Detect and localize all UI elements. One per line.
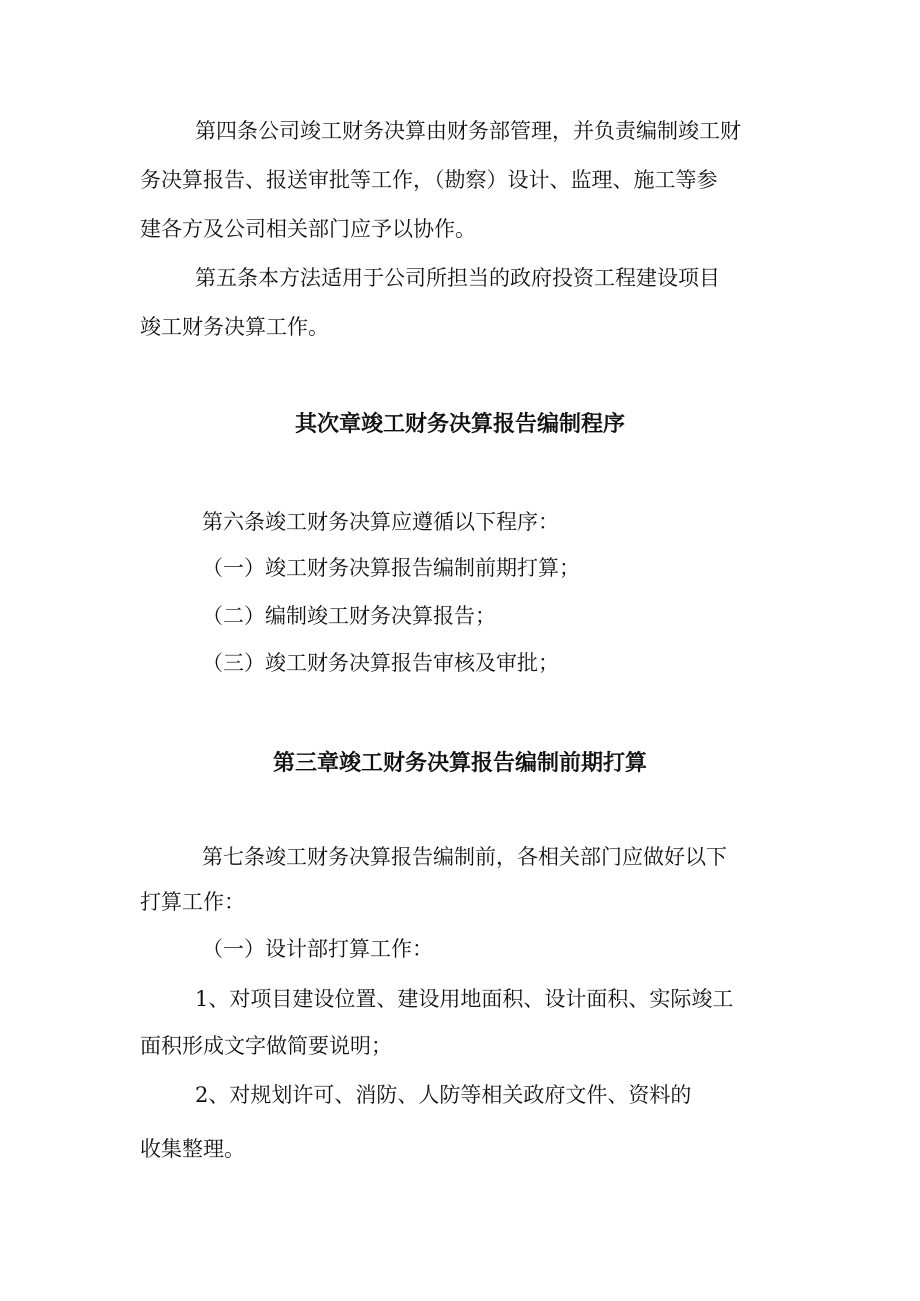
article7-subheading: （一）设计部打算工作： xyxy=(202,937,433,961)
article5-line2: 竣工财务决算工作。 xyxy=(140,315,329,339)
article7-point2-line2: 收集整理。 xyxy=(140,1137,245,1161)
article7-line2: 打算工作： xyxy=(140,890,245,914)
article4-line1: 第四条公司竣工财务决算由财务部管理，并负责编制竣工财 xyxy=(195,119,741,143)
article7-point1-line1: 1、对项目建设位置、建设用地面积、设计面积、实际竣工 xyxy=(195,987,734,1011)
article6-item-3: （三）竣工财务决算报告审核及审批； xyxy=(202,651,559,675)
article6-item-2: （二）编制竣工财务决算报告； xyxy=(202,604,496,628)
article6-intro: 第六条竣工财务决算应遵循以下程序： xyxy=(202,510,559,534)
article7-point1-line2: 面积形成文字做简要说明； xyxy=(140,1034,392,1058)
article7-point2-line1: 2、对规划许可、消防、人防等相关政府文件、资料的 xyxy=(195,1083,692,1107)
chapter2-title: 其次章竣工财务决算报告编制程序 xyxy=(294,412,625,437)
chapter3-title: 第三章竣工财务决算报告编制前期打算 xyxy=(272,751,647,776)
article4-line2: 务决算报告、报送审批等工作，（勘察）设计、监理、施工等参 xyxy=(140,168,718,192)
article5-line1: 第五条本方法适用于公司所担当的政府投资工程建设项目 xyxy=(195,266,720,290)
article4-line3: 建各方及公司相关部门应予以协作。 xyxy=(140,217,476,241)
article6-item-1: （一）竣工财务决算报告编制前期打算； xyxy=(202,556,580,580)
article7-line1: 第七条竣工财务决算报告编制前，各相关部门应做好以下 xyxy=(202,845,727,869)
